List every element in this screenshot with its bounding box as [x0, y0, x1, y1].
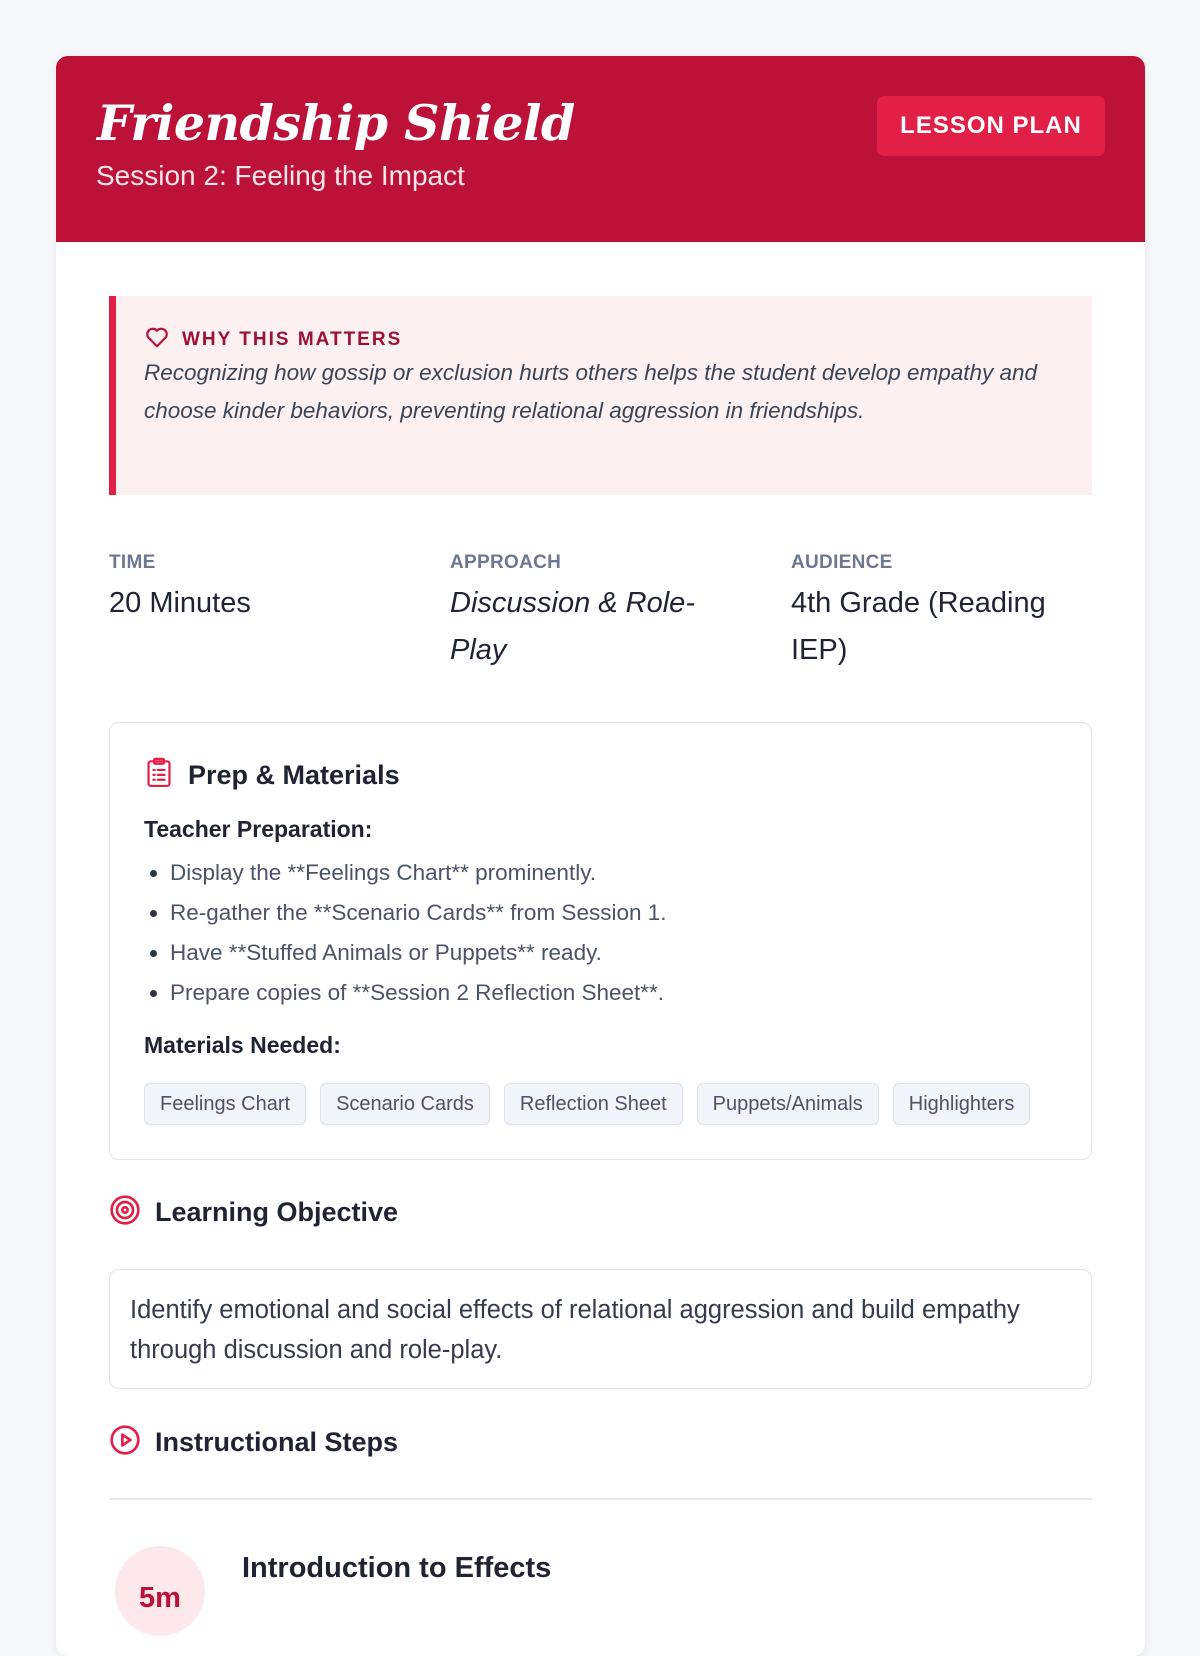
lesson-card	[56, 56, 1145, 1656]
meta-time	[109, 552, 409, 627]
meta-audience	[791, 552, 1091, 674]
material-chip: Puppets/Animals	[697, 1083, 879, 1125]
time-value: 20 Minutes	[109, 587, 251, 619]
approach-value: Discussion & Role-Play	[450, 587, 695, 666]
objective-title: Learning Objective	[155, 1197, 399, 1227]
lesson-subtitle: Session 2: Feeling the Impact	[96, 160, 465, 191]
prep-title: Prep & Materials	[188, 760, 400, 790]
material-chip: Feelings Chart	[144, 1083, 306, 1125]
why-label: WHY THIS MATTERS	[182, 328, 403, 350]
list-item: • Have **Stuffed Animals or Puppets** ready.	[170, 933, 1070, 973]
why-text: Recognizing how gossip or exclusion hurts others helps the student develop empathy and choose kinder behaviors, preventing relational aggression in friendships.	[144, 360, 1038, 423]
material-chip: Reflection Sheet	[504, 1083, 683, 1125]
list-item: • Prepare copies of **Session 2 Reflection Sheet**.	[170, 973, 1070, 1013]
time-label: TIME	[109, 552, 156, 573]
step-title: Introduction to Effects	[242, 1552, 552, 1584]
teacher-prep-label: Teacher Preparation:	[144, 816, 373, 842]
divider	[109, 1498, 1092, 1500]
material-chip: Highlighters	[893, 1083, 1031, 1125]
step-duration-badge: 5m	[115, 1546, 205, 1636]
meta-approach	[450, 552, 740, 674]
clipboard-icon	[144, 757, 174, 794]
why-header	[144, 324, 402, 355]
materials-label: Materials Needed:	[144, 1032, 341, 1058]
objective-header	[109, 1194, 398, 1231]
steps-header	[109, 1424, 398, 1461]
material-chip: Scenario Cards	[320, 1083, 490, 1125]
materials-chips	[144, 1083, 1030, 1125]
objective-text: Identify emotional and social effects of relational aggression and build empathy through discussion and role-play.	[109, 1269, 1092, 1389]
approach-label: APPROACH	[450, 552, 562, 573]
prep-materials-panel	[109, 722, 1092, 1160]
why-this-matters-callout	[109, 296, 1092, 495]
prep-header	[144, 757, 400, 794]
list-item: • Display the **Feelings Chart** prominently.	[170, 853, 1070, 893]
audience-label: AUDIENCE	[791, 552, 893, 573]
list-item: • Re-gather the **Scenario Cards** from Session 1.	[170, 893, 1070, 933]
target-icon	[109, 1194, 141, 1231]
lesson-plan-badge: LESSON PLAN	[877, 96, 1105, 156]
teacher-prep-list	[144, 853, 1070, 1013]
heart-icon	[144, 324, 170, 355]
lesson-title: Friendship Shield	[97, 94, 575, 152]
play-circle-icon	[109, 1424, 141, 1461]
steps-title: Instructional Steps	[155, 1427, 399, 1457]
audience-value: 4th Grade (Reading IEP)	[791, 587, 1046, 666]
lesson-header	[56, 56, 1145, 242]
